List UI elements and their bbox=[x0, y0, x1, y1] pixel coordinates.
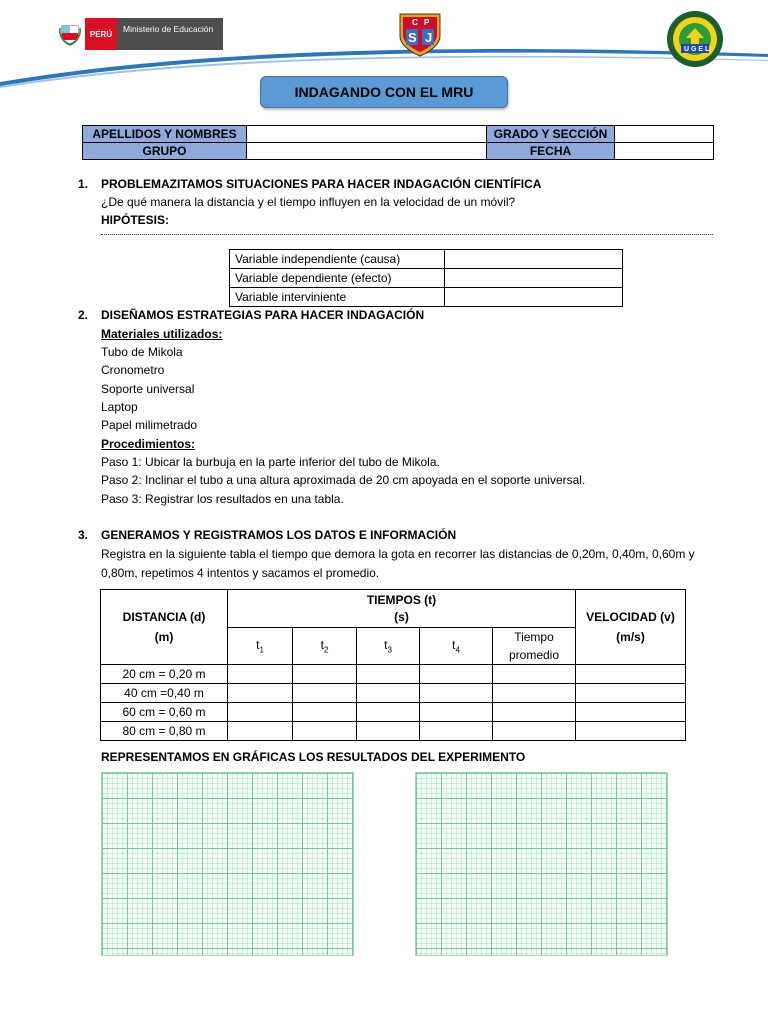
procedure-step: Paso 3: Registrar los resultados en una tabla. bbox=[101, 492, 344, 506]
ugel-logo-icon bbox=[666, 10, 724, 68]
t2-cell[interactable] bbox=[293, 722, 357, 741]
times-header bbox=[228, 590, 576, 628]
material-item: Laptop bbox=[101, 400, 138, 414]
table-row bbox=[101, 665, 686, 684]
velocity-cell[interactable] bbox=[576, 722, 686, 741]
distance-header bbox=[101, 590, 228, 665]
svg-text:U G E L: U G E L bbox=[684, 46, 710, 53]
t2-cell[interactable] bbox=[293, 703, 357, 722]
t4-cell[interactable] bbox=[420, 722, 493, 741]
distance-header-label: DISTANCIA (d) bbox=[122, 610, 206, 624]
section-1-heading: PROBLEMAZITAMOS SITUACIONES PARA HACER INDAGACIÓN CIENTÍFICA bbox=[101, 177, 542, 191]
graphs-heading: REPRESENTAMOS EN GRÁFICAS LOS RESULTADOS DEL EXPERIMENTO bbox=[101, 750, 526, 764]
material-item: Soporte universal bbox=[101, 382, 195, 396]
material-item: Papel milimetrado bbox=[101, 418, 198, 432]
t4-cell[interactable] bbox=[420, 665, 493, 684]
svg-text:J: J bbox=[425, 30, 433, 45]
velocity-cell[interactable] bbox=[576, 665, 686, 684]
variable-independent-field[interactable] bbox=[445, 250, 623, 269]
avg-cell[interactable] bbox=[493, 684, 576, 703]
avg-cell[interactable] bbox=[493, 722, 576, 741]
section-3-text-line-2: 0,80m, repetimos 4 intentos y sacamos el promedio. bbox=[101, 566, 380, 580]
t4-cell[interactable] bbox=[420, 703, 493, 722]
variable-independent: Variable independiente (causa) bbox=[230, 250, 445, 269]
names-field[interactable] bbox=[247, 126, 487, 143]
school-crest-icon bbox=[398, 10, 442, 58]
velocity-cell[interactable] bbox=[576, 703, 686, 722]
distance-cell: 20 cm = 0,20 m bbox=[101, 665, 228, 684]
group-label: GRUPO bbox=[83, 143, 247, 160]
avg-cell[interactable] bbox=[493, 665, 576, 684]
times-header-unit: (s) bbox=[394, 610, 409, 624]
material-item: Cronometro bbox=[101, 363, 165, 377]
svg-text:S: S bbox=[408, 30, 417, 45]
t2-header: $t_2$ bbox=[293, 628, 357, 665]
distance-header-unit: (m) bbox=[154, 630, 174, 644]
svg-text:P: P bbox=[424, 18, 430, 27]
t3-cell[interactable] bbox=[357, 684, 420, 703]
variables-table bbox=[229, 249, 623, 307]
ministry-label: Ministerio de Educación bbox=[117, 18, 223, 50]
group-field[interactable] bbox=[247, 143, 487, 160]
t3-cell[interactable] bbox=[357, 665, 420, 684]
material-item: Tubo de Mikola bbox=[101, 345, 183, 359]
date-label: FECHA bbox=[487, 143, 615, 160]
section-1-number: 1. bbox=[78, 177, 89, 191]
t4-header: $t_4$ bbox=[420, 628, 493, 665]
page-title: INDAGANDO CON EL MRU bbox=[260, 76, 508, 108]
avg-time-header: Tiempo promedio bbox=[493, 628, 576, 665]
velocity-cell[interactable] bbox=[576, 684, 686, 703]
velocity-header bbox=[576, 590, 686, 665]
variable-intervening: Variable interviniente bbox=[230, 288, 445, 307]
hypothesis-label: HIPÓTESIS: bbox=[101, 213, 170, 227]
t3-cell[interactable] bbox=[357, 722, 420, 741]
variable-intervening-field[interactable] bbox=[445, 288, 623, 307]
velocity-header-unit: (m/s) bbox=[616, 630, 645, 644]
section-3-heading: GENERAMOS Y REGISTRAMOS LOS DATOS E INFORMACIÓN bbox=[101, 528, 457, 542]
coat-of-arms-icon bbox=[55, 18, 85, 50]
section-2-number: 2. bbox=[78, 308, 89, 322]
section-3-text-line-1: Registra en la siguiente tabla el tiempo que demora la gota en recorrer las distancias de 0,20m, 0,40m, 0,60m y bbox=[101, 547, 695, 561]
times-header-label: TIEMPOS (t) bbox=[366, 593, 437, 607]
variable-dependent-field[interactable] bbox=[445, 269, 623, 288]
date-field[interactable] bbox=[615, 143, 714, 160]
materials-label: Materiales utilizados: bbox=[101, 327, 223, 341]
page-header bbox=[0, 0, 768, 80]
variable-dependent: Variable dependiente (efecto) bbox=[230, 269, 445, 288]
graph-paper-left[interactable] bbox=[101, 772, 354, 956]
graph-paper-right[interactable] bbox=[415, 772, 668, 956]
times-data-table bbox=[100, 589, 686, 741]
t1-header: $t_1$ bbox=[228, 628, 293, 665]
section-3-number: 3. bbox=[78, 528, 89, 542]
t1-cell[interactable] bbox=[228, 665, 293, 684]
t4-cell[interactable] bbox=[420, 684, 493, 703]
grade-label: GRADO Y SECCIÓN bbox=[487, 126, 615, 143]
hypothesis-answer-line[interactable] bbox=[101, 233, 713, 235]
avg-cell[interactable] bbox=[493, 703, 576, 722]
distance-cell: 80 cm = 0,80 m bbox=[101, 722, 228, 741]
table-row bbox=[101, 722, 686, 741]
procedure-step: Paso 2: Inclinar el tubo a una altura aproximada de 20 cm apoyada en el soporte universal. bbox=[101, 473, 586, 487]
t2-cell[interactable] bbox=[293, 684, 357, 703]
names-label: APELLIDOS Y NOMBRES bbox=[83, 126, 247, 143]
ministry-logo bbox=[55, 18, 223, 50]
section-2-heading: DISEÑAMOS ESTRATEGIAS PARA HACER INDAGACIÓN bbox=[101, 308, 425, 322]
table-row bbox=[101, 703, 686, 722]
svg-text:C: C bbox=[412, 18, 418, 27]
distance-cell: 40 cm =0,40 m bbox=[101, 684, 228, 703]
grade-field[interactable] bbox=[615, 126, 714, 143]
table-row bbox=[101, 684, 686, 703]
distance-cell: 60 cm = 0,60 m bbox=[101, 703, 228, 722]
section-1-question: ¿De qué manera la distancia y el tiempo influyen en la velocidad de un móvil? bbox=[101, 195, 516, 209]
t3-header: $t_3$ bbox=[357, 628, 420, 665]
t1-cell[interactable] bbox=[228, 722, 293, 741]
peru-label: PERÚ bbox=[85, 18, 117, 50]
t1-cell[interactable] bbox=[228, 703, 293, 722]
t3-cell[interactable] bbox=[357, 703, 420, 722]
t1-cell[interactable] bbox=[228, 684, 293, 703]
procedure-step: Paso 1: Ubicar la burbuja en la parte inferior del tubo de Mikola. bbox=[101, 455, 440, 469]
velocity-header-label: VELOCIDAD (v) bbox=[586, 610, 675, 624]
t2-cell[interactable] bbox=[293, 665, 357, 684]
student-info-table bbox=[82, 125, 714, 160]
procedures-label: Procedimientos: bbox=[101, 437, 196, 451]
